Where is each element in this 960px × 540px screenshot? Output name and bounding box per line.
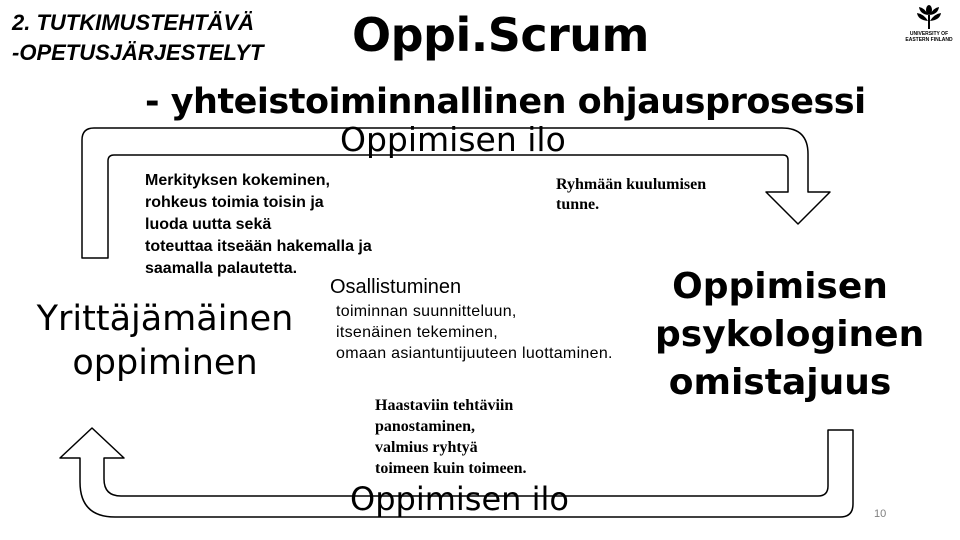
page-title: Oppi.Scrum <box>352 8 649 62</box>
participation-text <box>336 301 613 364</box>
challenge-line: panostaminen, <box>375 418 476 435</box>
challenge-line: toimeen kuin toimeen. <box>375 460 527 477</box>
participation-line: toiminnan suunnitteluun, <box>336 303 517 320</box>
concept-line: oppiminen <box>72 343 258 383</box>
meaningfulness-line: toteuttaa itseään hakemalla ja <box>145 238 372 255</box>
belonging-text <box>556 175 706 215</box>
bottom-cycle-label: Oppimisen ilo <box>350 480 569 518</box>
page-subtitle: - yhteistoiminnallinen ohjausprosessi <box>145 82 866 122</box>
page-number: 10 <box>874 508 887 520</box>
participation-line: omaan asiantuntijuuteen luottaminen. <box>336 345 613 362</box>
challenge-line: valmius ryhtyä <box>375 439 478 456</box>
assignment-line: 2. TUTKIMUSTEHTÄVÄ <box>12 10 254 35</box>
concept-line: Yrittäjämäinen <box>36 299 294 339</box>
meaningfulness-text <box>145 170 372 280</box>
concept-line: psykologinen <box>655 314 925 355</box>
belonging-line: Ryhmään kuulumisen <box>556 176 707 193</box>
meaningfulness-line: saamalla palautetta. <box>145 260 298 277</box>
entrepreneurial-learning-label <box>30 297 300 385</box>
top-cycle-label: Oppimisen ilo <box>340 120 566 159</box>
university-tree-logo-icon <box>900 2 958 32</box>
challenge-line: Haastaviin tehtäviin <box>375 397 514 414</box>
belonging-line: tunne. <box>556 196 600 213</box>
logo-line: UNIVERSITY OF <box>909 31 949 37</box>
psychological-ownership-label <box>655 263 925 407</box>
meaningfulness-line: rohkeus toimia toisin ja <box>145 194 324 211</box>
assignment-heading <box>12 8 263 68</box>
challenge-text <box>375 395 527 479</box>
concept-line: Oppimisen <box>672 266 888 307</box>
meaningfulness-line: luoda uutta sekä <box>145 216 272 233</box>
concept-line: omistajuus <box>668 362 892 403</box>
logo-wordmark <box>900 31 958 43</box>
assignment-line: -OPETUSJÄRJESTELYT <box>12 40 264 65</box>
participation-title: Osallistuminen <box>330 276 462 298</box>
meaningfulness-line: Merkityksen kokeminen, <box>145 172 330 189</box>
university-logo <box>900 2 958 50</box>
participation-line: itsenäinen tekeminen, <box>336 324 498 341</box>
logo-line: EASTERN FINLAND <box>905 37 953 43</box>
